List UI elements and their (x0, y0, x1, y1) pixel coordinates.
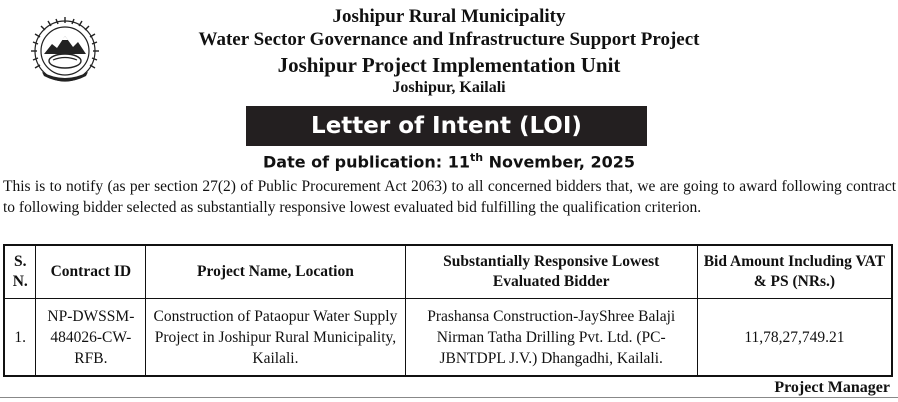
cell-project: Construction of Pataopur Water Supply Project in Joshipur Rural Municipality, Kailali. (146, 299, 405, 377)
column-header-contract-id: Contract ID (36, 245, 146, 299)
cell-contract-id: NP-DWSSM-484026-CW-RFB. (36, 299, 146, 377)
project-name-heading: Water Sector Governance and Infrastructure Support Project (198, 29, 700, 50)
publication-date-label: Date of publication: 11 (263, 152, 470, 172)
publication-date-ordinal: th (469, 151, 484, 164)
award-table (3, 244, 893, 377)
column-header-sn: S. N. (4, 245, 36, 299)
publication-date-rest: November, 2025 (483, 152, 635, 172)
cell-sn: 1. (4, 299, 36, 377)
cell-bidder: Prashansa Construction-JayShree Balaji Nirman Tatha Drilling Pvt. Ltd. (PC-JBNTDPL J.V.) Dhangadhi, Kailali. (405, 299, 697, 377)
cell-amount: 11,78,27,749.21 (697, 299, 892, 377)
publication-date (0, 151, 898, 171)
notice-body-text: This is to notify (as per section 27(2) of Public Procurement Act 2063) to all concerned bidders that, we are going to award following contract to following bidder selected as substantially responsive lowest evaluated bid fulfilling the qualification criterion. (3, 178, 896, 216)
municipality-name: Joshipur Rural Municipality (332, 6, 566, 27)
unit-name-heading: Joshipur Project Implementation Unit (277, 53, 621, 77)
bottom-divider (0, 397, 898, 398)
notice-title-banner (246, 106, 647, 146)
table-header-row (4, 245, 892, 299)
column-header-project: Project Name, Location (146, 245, 405, 299)
column-header-amount: Bid Amount Including VAT & PS (NRs.) (697, 245, 892, 299)
notice-title: Letter of Intent (LOI) (311, 113, 582, 139)
location-heading: Joshipur, Kailali (392, 79, 506, 96)
table-row (4, 299, 892, 377)
column-header-bidder: Substantially Responsive Lowest Evaluated Bidder (405, 245, 697, 299)
signoff-title: Project Manager (774, 379, 890, 396)
